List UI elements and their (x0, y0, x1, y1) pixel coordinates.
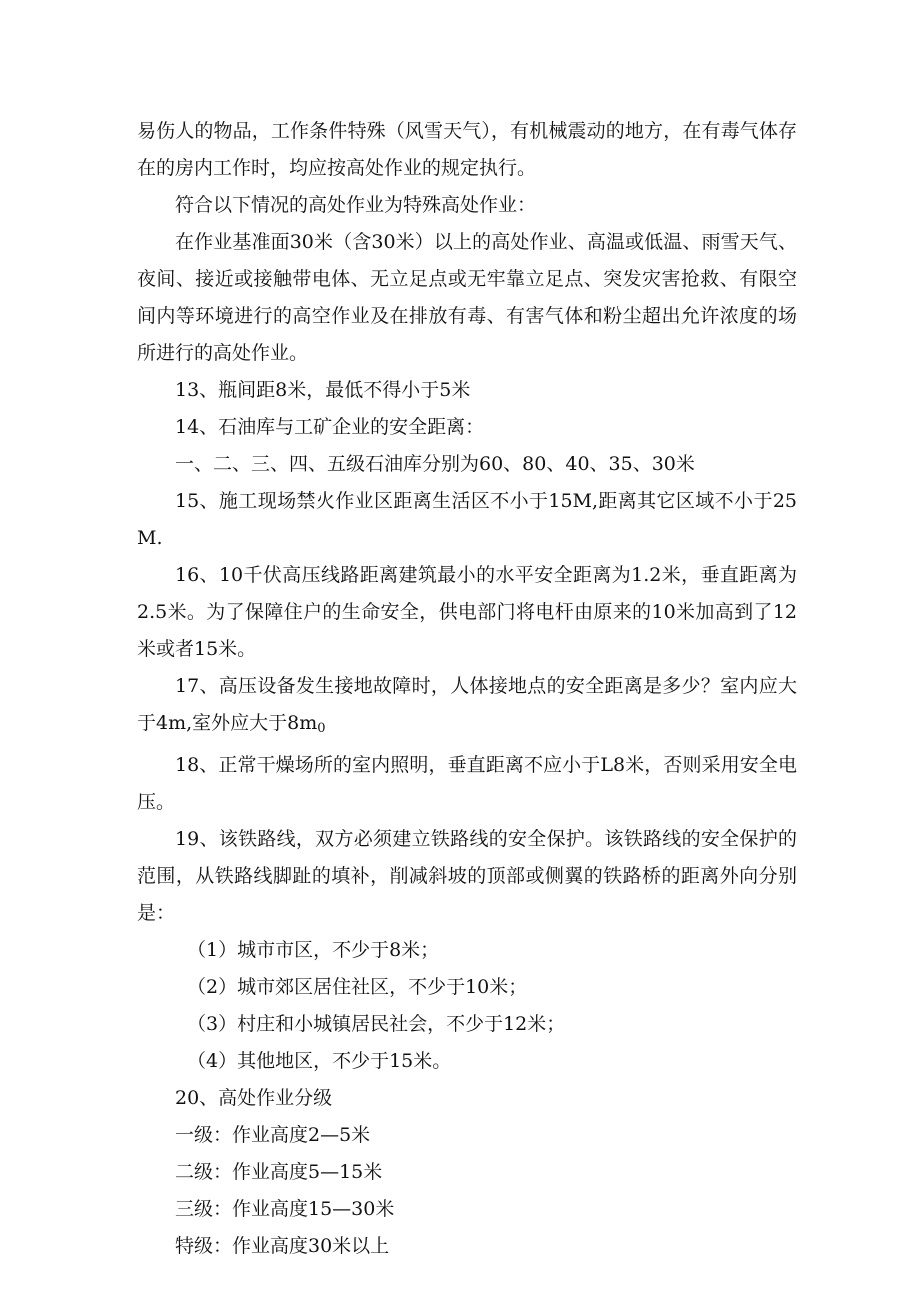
paragraph-item-14: 14、石油库与工矿企业的安全距离： (175, 416, 485, 438)
item-17-text: 17、高压设备发生接地故障时，人体接地点的安全距离是多少？室内应大于4m,室外应大于8m (137, 675, 797, 734)
grade-level-3: 三级：作业高度15—30米 (175, 1198, 395, 1220)
paragraph-item-15: 15、施工现场禁火作业区距离生活区不小于15M,距离其它区域不小于25M. (137, 490, 797, 549)
paragraph-item-18: 18、正常干燥场所的室内照明，垂直距离不应小于L8米，否则采用安全电压。 (137, 754, 797, 813)
paragraph-item-19: 19、该铁路线，双方必须建立铁路线的安全保护。该铁路线的安全保护的范围，从铁路线脚趾的填补，削减斜坡的顶部或侧翼的铁路桥的距离外向分别是： (137, 828, 797, 924)
list-item-4: （4）其他地区，不少于15米。 (187, 1050, 452, 1072)
paragraph-oil-depot-distances: 一、二、三、四、五级石油库分别为60、80、40、35、30米 (175, 453, 695, 475)
paragraph-special-high-work-definition: 在作业基准面30米（含30米）以上的高处作业、高温或低温、雨雪天气、夜间、接近或接触带电体、无立足点或无牢靠立足点、突发灾害抢救、有限空间内等环境进行的高空作业及在排放有毒、有害气体和粉尘超出允许浓度的场所进行的高处作业。 (137, 231, 797, 364)
paragraph-item-16: 16、10千伏高压线路距离建筑最小的水平安全距离为1.2米，垂直距离为2.5米。为了保障住户的生命安全，供电部门将电杆由原来的10米加高到了12米或者15米。 (137, 564, 797, 660)
list-item-2: （2）城市郊区居住社区，不少于10米； (187, 976, 528, 998)
paragraph-high-work-conditions: 易伤人的物品，工作条件特殊（风雪天气），有机械震动的地方，在有毒气体存在的房内工作时，均应按高处作业的规定执行。 (137, 120, 797, 179)
item-17-subscript: 0 (317, 721, 326, 736)
paragraph-item-17 (137, 668, 797, 747)
grade-level-special: 特级：作业高度30米以上 (175, 1235, 390, 1257)
paragraph-special-high-work-intro: 符合以下情况的高处作业为特殊高处作业： (175, 194, 537, 216)
grade-level-1: 一级：作业高度2—5米 (175, 1124, 371, 1146)
paragraph-item-13: 13、瓶间距8米，最低不得小于5米 (175, 379, 471, 401)
list-item-3: （3）村庄和小城镇居民社会，不少于12米； (187, 1013, 566, 1035)
paragraph-item-20: 20、高处作业分级 (175, 1087, 333, 1109)
grade-level-2: 二级：作业高度5—15米 (175, 1161, 383, 1183)
list-item-1: （1）城市市区，不少于8米； (187, 939, 440, 961)
document-body (137, 113, 797, 1265)
